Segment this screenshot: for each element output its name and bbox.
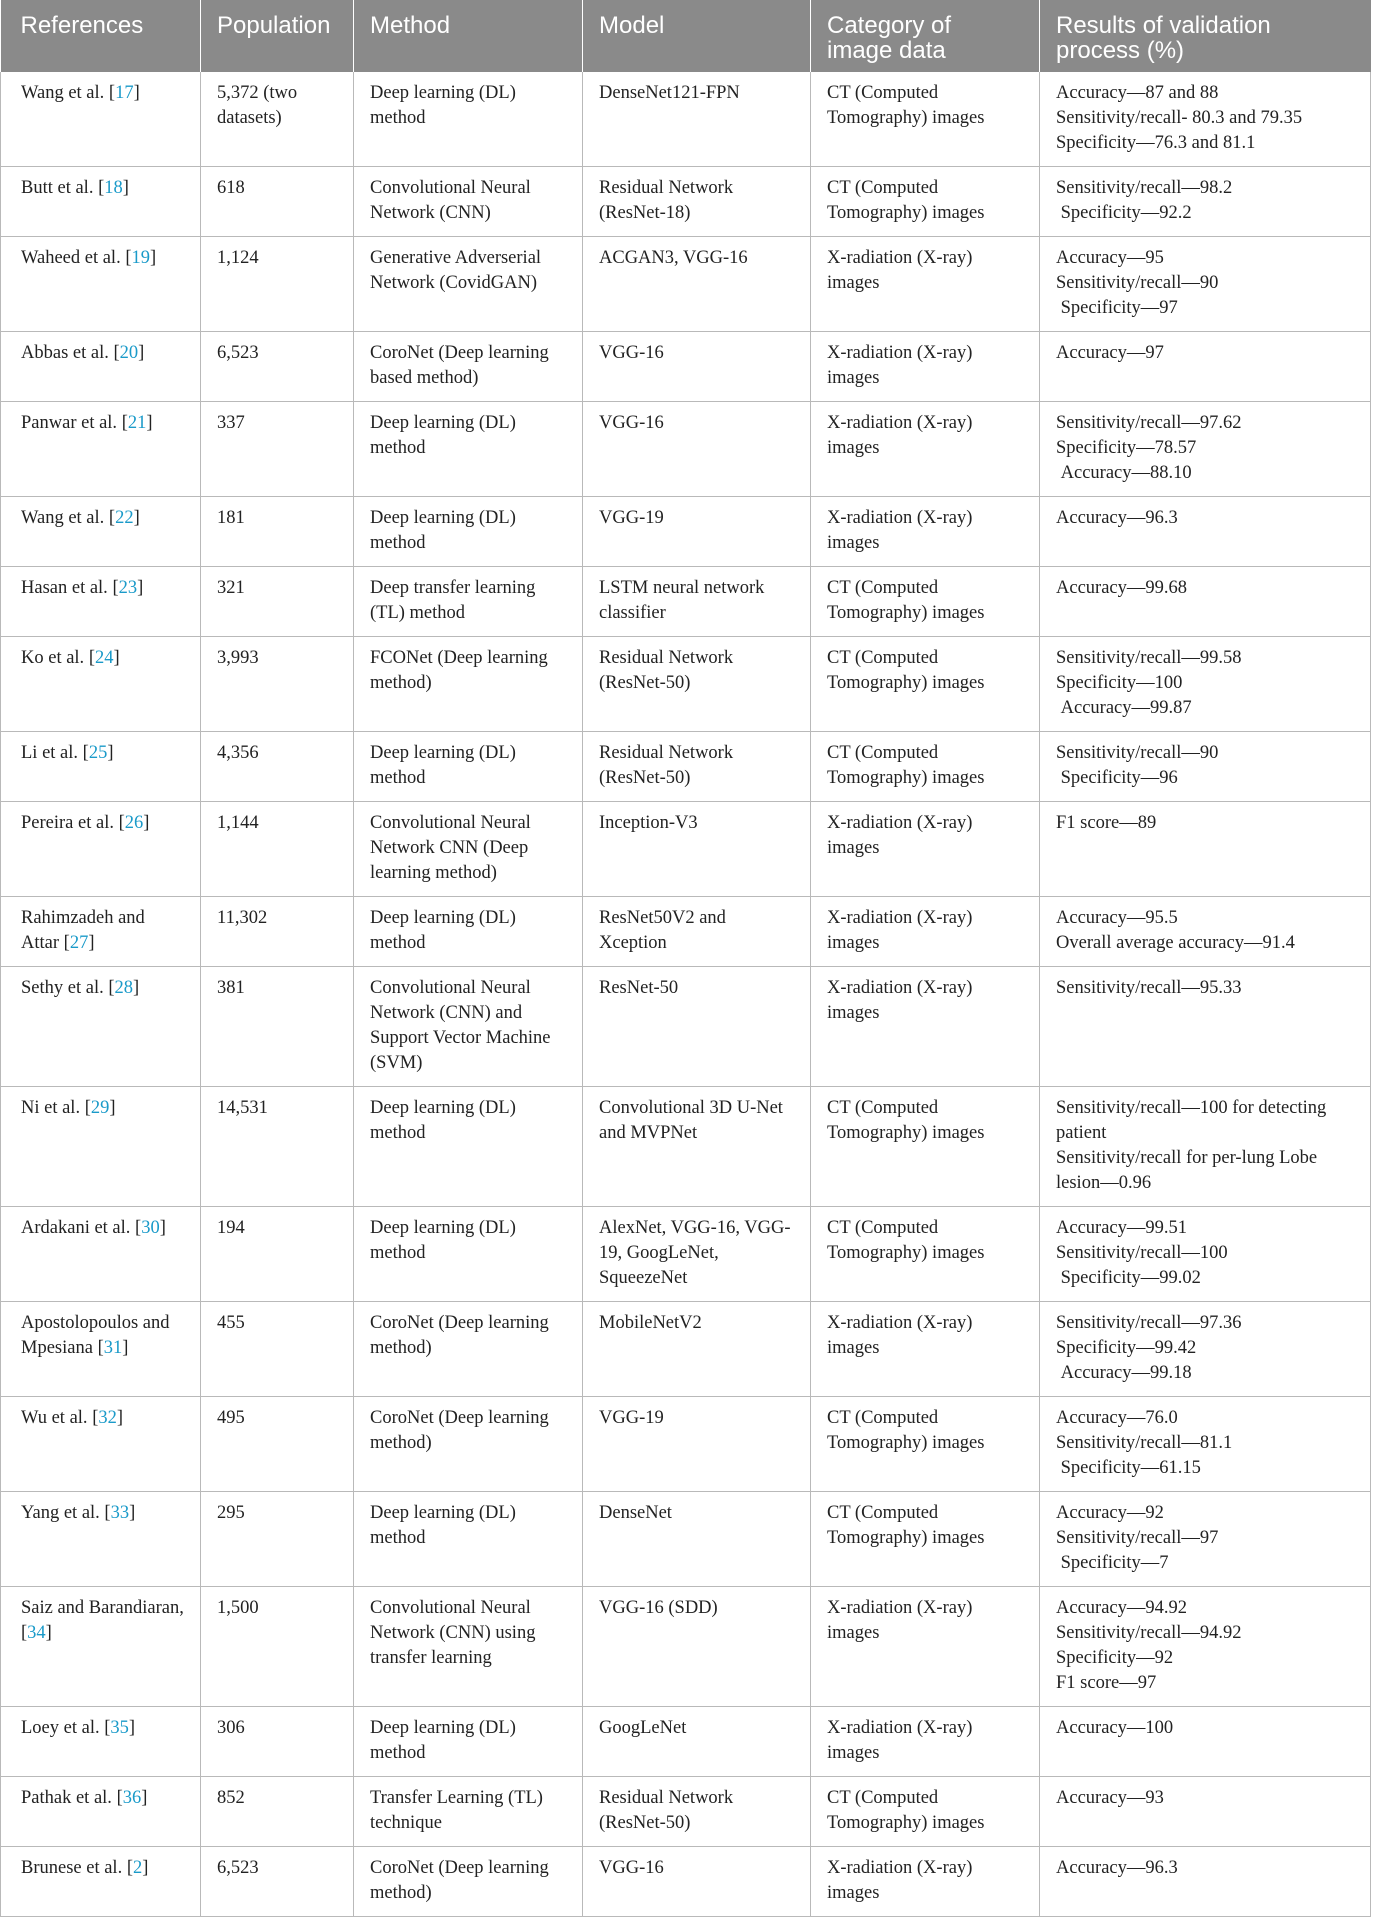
citation-link[interactable]: 23	[118, 578, 138, 598]
table-row	[1, 402, 1371, 497]
population-cell: 852	[201, 1777, 354, 1847]
result-line: Specificity—7	[1056, 1553, 1169, 1573]
method-cell: FCONet (Deep learning method)	[354, 637, 583, 732]
result-line: Sensitivity/recall—81.1	[1056, 1433, 1233, 1453]
table-row	[1, 497, 1371, 567]
result-line: Accuracy—95	[1056, 248, 1164, 268]
table-row	[1, 167, 1371, 237]
column-header: Category of image data	[811, 0, 1040, 72]
result-line: Specificity—99.02	[1056, 1268, 1201, 1288]
table-row	[1, 1087, 1371, 1207]
result-line: Specificity—92	[1056, 1648, 1174, 1668]
results-cell	[1040, 237, 1371, 332]
category-cell: X-radiation (X-ray) images	[811, 1847, 1040, 1917]
reference-cell: Sethy et al. [28]	[1, 967, 201, 1087]
reference-cell: Waheed et al. [19]	[1, 237, 201, 332]
method-cell: Convolutional Neural Network CNN (Deep learning method)	[354, 802, 583, 897]
model-cell: Residual Network (ResNet-50)	[583, 732, 811, 802]
method-cell: Deep learning (DL) method	[354, 1707, 583, 1777]
reference-author: Butt et al.	[21, 178, 94, 198]
reference-cell: Wu et al. [32]	[1, 1397, 201, 1492]
result-line: Sensitivity/recall—97	[1056, 1528, 1219, 1548]
result-line: Accuracy—99.18	[1056, 1363, 1192, 1383]
citation-link[interactable]: 18	[104, 178, 123, 198]
result-line: Overall average accuracy—91.4	[1056, 933, 1295, 953]
result-line: Sensitivity/recall—90	[1056, 273, 1219, 293]
result-line: Accuracy—99.87	[1056, 698, 1192, 718]
table-row	[1, 967, 1371, 1087]
reference-author: Loey et al.	[21, 1718, 100, 1738]
model-cell: Residual Network (ResNet-50)	[583, 1777, 811, 1847]
results-cell	[1040, 72, 1371, 167]
citation-link[interactable]: 33	[110, 1503, 130, 1523]
reference-cell: Ko et al. [24]	[1, 637, 201, 732]
table-row	[1, 1302, 1371, 1397]
column-header: Population	[201, 0, 354, 72]
model-cell: Residual Network (ResNet-50)	[583, 637, 811, 732]
category-cell: CT (Computed Tomography) images	[811, 167, 1040, 237]
result-line: Accuracy—96.3	[1056, 508, 1178, 528]
reference-author: Wu et al.	[21, 1408, 88, 1428]
result-line: Accuracy—92	[1056, 1503, 1164, 1523]
result-line: Sensitivity/recall—90	[1056, 743, 1219, 763]
results-cell	[1040, 1587, 1371, 1707]
model-cell: DenseNet121-FPN	[583, 72, 811, 167]
result-line: Accuracy—94.92	[1056, 1598, 1187, 1618]
results-cell	[1040, 1777, 1371, 1847]
reference-cell: Apostolopoulos and Mpesiana [31]	[1, 1302, 201, 1397]
table-row	[1, 72, 1371, 167]
reference-author: Pathak et al.	[21, 1788, 112, 1808]
results-cell	[1040, 1492, 1371, 1587]
citation-link[interactable]: 30	[141, 1218, 160, 1238]
model-cell: DenseNet	[583, 1492, 811, 1587]
citation-link[interactable]: 35	[110, 1718, 129, 1738]
table-row	[1, 802, 1371, 897]
results-cell	[1040, 167, 1371, 237]
table-row	[1, 732, 1371, 802]
results-cell	[1040, 1207, 1371, 1302]
reference-author: Rahimzadeh and Attar	[21, 908, 145, 953]
result-line: Sensitivity/recall for per-lung Lobe lesion—0.96	[1056, 1148, 1322, 1193]
table-row	[1, 1397, 1371, 1492]
results-cell	[1040, 732, 1371, 802]
model-cell: VGG-19	[583, 497, 811, 567]
population-cell: 495	[201, 1397, 354, 1492]
result-line: Accuracy—87 and 88	[1056, 83, 1219, 103]
result-line: Accuracy—100	[1056, 1718, 1174, 1738]
population-cell: 337	[201, 402, 354, 497]
reference-cell: Ardakani et al. [30]	[1, 1207, 201, 1302]
population-cell: 4,356	[201, 732, 354, 802]
reference-cell: Panwar et al. [21]	[1, 402, 201, 497]
citation-link[interactable]: 27	[69, 933, 89, 953]
population-cell: 5,372 (two datasets)	[201, 72, 354, 167]
model-cell: MobileNetV2	[583, 1302, 811, 1397]
reference-cell: Li et al. [25]	[1, 732, 201, 802]
model-cell: VGG-19	[583, 1397, 811, 1492]
method-cell: Convolutional Neural Network (CNN) using transfer learning	[354, 1587, 583, 1707]
results-cell	[1040, 802, 1371, 897]
method-cell: Deep learning (DL) method	[354, 402, 583, 497]
result-line: Accuracy—99.51	[1056, 1218, 1187, 1238]
result-line: Specificity—96	[1056, 768, 1178, 788]
result-line: Accuracy—99.68	[1056, 578, 1187, 598]
reference-author: Panwar et al.	[21, 413, 118, 433]
method-cell: Deep learning (DL) method	[354, 732, 583, 802]
result-line: Specificity—78.57	[1056, 438, 1197, 458]
method-cell: Deep learning (DL) method	[354, 72, 583, 167]
model-cell: VGG-16	[583, 1847, 811, 1917]
method-cell: Deep learning (DL) method	[354, 1207, 583, 1302]
model-cell: GoogLeNet	[583, 1707, 811, 1777]
citation-link[interactable]: 2	[133, 1858, 143, 1878]
result-line: Accuracy—96.3	[1056, 1858, 1178, 1878]
result-line: Accuracy—76.0	[1056, 1408, 1178, 1428]
table-header	[1, 0, 1371, 72]
reference-author: Wang et al.	[21, 508, 105, 528]
citation-link[interactable]: 28	[114, 978, 134, 998]
result-line: Sensitivity/recall—99.58	[1056, 648, 1242, 668]
result-line: Sensitivity/recall- 80.3 and 79.35	[1056, 108, 1303, 128]
column-header: References	[1, 0, 201, 72]
model-cell: VGG-16	[583, 332, 811, 402]
reference-author: Saiz and Barandiaran,	[21, 1598, 184, 1618]
category-cell: CT (Computed Tomography) images	[811, 72, 1040, 167]
reference-cell: Hasan et al. [23]	[1, 567, 201, 637]
population-cell: 194	[201, 1207, 354, 1302]
model-cell: VGG-16	[583, 402, 811, 497]
reference-author: Apostolopoulos and Mpesiana	[21, 1313, 170, 1358]
table-row	[1, 1492, 1371, 1587]
reference-author: Abbas et al.	[21, 343, 109, 363]
population-cell: 295	[201, 1492, 354, 1587]
column-header: Method	[354, 0, 583, 72]
results-cell	[1040, 967, 1371, 1087]
reference-author: Pereira et al.	[21, 813, 114, 833]
method-cell: Deep transfer learning (TL) method	[354, 567, 583, 637]
category-cell: CT (Computed Tomography) images	[811, 1492, 1040, 1587]
category-cell: X-radiation (X-ray) images	[811, 332, 1040, 402]
reference-author: Yang et al.	[21, 1503, 100, 1523]
reference-cell: Abbas et al. [20]	[1, 332, 201, 402]
population-cell: 618	[201, 167, 354, 237]
results-cell	[1040, 897, 1371, 967]
citation-link[interactable]: 24	[94, 648, 114, 668]
category-cell: X-radiation (X-ray) images	[811, 802, 1040, 897]
citation-link[interactable]: 31	[103, 1338, 123, 1358]
result-line: Specificity—92.2	[1056, 203, 1192, 223]
result-line: Accuracy—93	[1056, 1788, 1164, 1808]
population-cell: 1,144	[201, 802, 354, 897]
citation-link[interactable]: 20	[119, 343, 139, 363]
reference-cell: Wang et al. [22]	[1, 497, 201, 567]
results-cell	[1040, 637, 1371, 732]
method-cell: Deep learning (DL) method	[354, 1087, 583, 1207]
model-cell: AlexNet, VGG-16, VGG-19, GoogLeNet, SqueezeNet	[583, 1207, 811, 1302]
column-header: Results of validation process (%)	[1040, 0, 1371, 72]
reference-author: Waheed et al.	[21, 248, 121, 268]
result-line: F1 score—97	[1056, 1673, 1157, 1693]
reference-author: Ko et al.	[21, 648, 85, 668]
reference-cell: Brunese et al. [2]	[1, 1847, 201, 1917]
table-row	[1, 637, 1371, 732]
category-cell: CT (Computed Tomography) images	[811, 567, 1040, 637]
method-cell: CoroNet (Deep learning based method)	[354, 332, 583, 402]
result-line: Sensitivity/recall—97.36	[1056, 1313, 1242, 1333]
table-row	[1, 1777, 1371, 1847]
reference-cell: Butt et al. [18]	[1, 167, 201, 237]
method-cell: Deep learning (DL) method	[354, 497, 583, 567]
table-row	[1, 1847, 1371, 1917]
reference-author: Sethy et al.	[21, 978, 104, 998]
category-cell: CT (Computed Tomography) images	[811, 1207, 1040, 1302]
result-line: Specificity—76.3 and 81.1	[1056, 133, 1256, 153]
column-header: Model	[583, 0, 811, 72]
reference-author: Wang et al.	[21, 83, 105, 103]
results-cell	[1040, 1397, 1371, 1492]
table-body	[1, 72, 1371, 1917]
result-line: Accuracy—97	[1056, 343, 1164, 363]
reference-author: Brunese et al.	[21, 1858, 123, 1878]
model-cell: ResNet-50	[583, 967, 811, 1087]
reference-cell: Pathak et al. [36]	[1, 1777, 201, 1847]
reference-author: Hasan et al.	[21, 578, 108, 598]
method-cell: Generative Adverserial Network (CovidGAN)	[354, 237, 583, 332]
category-cell: X-radiation (X-ray) images	[811, 237, 1040, 332]
results-cell	[1040, 332, 1371, 402]
method-cell: CoroNet (Deep learning method)	[354, 1397, 583, 1492]
reference-author: Li et al.	[21, 743, 79, 763]
population-cell: 6,523	[201, 1847, 354, 1917]
results-cell	[1040, 402, 1371, 497]
reference-cell: Loey et al. [35]	[1, 1707, 201, 1777]
table-row	[1, 1207, 1371, 1302]
population-cell: 1,124	[201, 237, 354, 332]
citation-link[interactable]: 26	[124, 813, 144, 833]
category-cell: CT (Computed Tomography) images	[811, 732, 1040, 802]
reference-author: Ardakani et al.	[21, 1218, 131, 1238]
citation-link[interactable]: 29	[90, 1098, 110, 1118]
population-cell: 3,993	[201, 637, 354, 732]
population-cell: 455	[201, 1302, 354, 1397]
model-cell: Residual Network (ResNet-18)	[583, 167, 811, 237]
result-line: Sensitivity/recall—100	[1056, 1243, 1228, 1263]
reference-cell: Saiz and Barandiaran, [34]	[1, 1587, 201, 1707]
table-row	[1, 1587, 1371, 1707]
table-row	[1, 567, 1371, 637]
category-cell: X-radiation (X-ray) images	[811, 402, 1040, 497]
method-cell: CoroNet (Deep learning method)	[354, 1302, 583, 1397]
result-line: Specificity—100	[1056, 673, 1183, 693]
table-row	[1, 237, 1371, 332]
citation-link[interactable]: 25	[88, 743, 108, 763]
population-cell: 14,531	[201, 1087, 354, 1207]
citation-link[interactable]: 19	[131, 248, 150, 268]
citation-link[interactable]: 17	[115, 83, 134, 103]
table-row	[1, 1707, 1371, 1777]
result-line: Accuracy—95.5	[1056, 908, 1178, 928]
result-line: Sensitivity/recall—95.33	[1056, 978, 1242, 998]
category-cell: X-radiation (X-ray) images	[811, 497, 1040, 567]
result-line: Specificity—97	[1056, 298, 1178, 318]
population-cell: 381	[201, 967, 354, 1087]
citation-link[interactable]: 22	[115, 508, 134, 528]
population-cell: 321	[201, 567, 354, 637]
results-cell	[1040, 567, 1371, 637]
category-cell: X-radiation (X-ray) images	[811, 1587, 1040, 1707]
citation-link[interactable]: 32	[98, 1408, 117, 1428]
results-cell	[1040, 1707, 1371, 1777]
result-line: Sensitivity/recall—100 for detecting patient	[1056, 1098, 1331, 1143]
method-cell: CoroNet (Deep learning method)	[354, 1847, 583, 1917]
category-cell: CT (Computed Tomography) images	[811, 1087, 1040, 1207]
results-cell	[1040, 1302, 1371, 1397]
citation-link[interactable]: 36	[122, 1788, 142, 1808]
category-cell: X-radiation (X-ray) images	[811, 967, 1040, 1087]
reference-cell: Pereira et al. [26]	[1, 802, 201, 897]
table-row	[1, 897, 1371, 967]
method-cell: Convolutional Neural Network (CNN) and Support Vector Machine (SVM)	[354, 967, 583, 1087]
method-cell: Deep learning (DL) method	[354, 1492, 583, 1587]
model-cell: VGG-16 (SDD)	[583, 1587, 811, 1707]
citation-link[interactable]: 21	[127, 413, 147, 433]
model-cell: Convolutional 3D U-Net and MVPNet	[583, 1087, 811, 1207]
model-cell: Inception-V3	[583, 802, 811, 897]
category-cell: X-radiation (X-ray) images	[811, 897, 1040, 967]
reference-author: Ni et al.	[21, 1098, 81, 1118]
population-cell: 306	[201, 1707, 354, 1777]
population-cell: 6,523	[201, 332, 354, 402]
result-line: Specificity—99.42	[1056, 1338, 1197, 1358]
category-cell: CT (Computed Tomography) images	[811, 1777, 1040, 1847]
category-cell: CT (Computed Tomography) images	[811, 1397, 1040, 1492]
method-cell: Deep learning (DL) method	[354, 897, 583, 967]
result-line: Specificity—61.15	[1056, 1458, 1201, 1478]
model-cell: ACGAN3, VGG-16	[583, 237, 811, 332]
category-cell: X-radiation (X-ray) images	[811, 1707, 1040, 1777]
result-line: F1 score—89	[1056, 813, 1157, 833]
population-cell: 181	[201, 497, 354, 567]
population-cell: 1,500	[201, 1587, 354, 1707]
category-cell: X-radiation (X-ray) images	[811, 1302, 1040, 1397]
result-line: Sensitivity/recall—98.2	[1056, 178, 1233, 198]
result-line: Sensitivity/recall—97.62	[1056, 413, 1242, 433]
results-cell	[1040, 1847, 1371, 1917]
table-row	[1, 332, 1371, 402]
reference-cell: Rahimzadeh and Attar [27]	[1, 897, 201, 967]
results-cell	[1040, 497, 1371, 567]
population-cell: 11,302	[201, 897, 354, 967]
reference-cell: Ni et al. [29]	[1, 1087, 201, 1207]
model-cell: ResNet50V2 and Xception	[583, 897, 811, 967]
reference-cell: Wang et al. [17]	[1, 72, 201, 167]
model-cell: LSTM neural network classifier	[583, 567, 811, 637]
method-cell: Transfer Learning (TL) technique	[354, 1777, 583, 1847]
citation-link[interactable]: 34	[27, 1623, 46, 1643]
result-line: Accuracy—88.10	[1056, 463, 1192, 483]
category-cell: CT (Computed Tomography) images	[811, 637, 1040, 732]
reference-cell: Yang et al. [33]	[1, 1492, 201, 1587]
header-row	[1, 0, 1371, 72]
method-cell: Convolutional Neural Network (CNN)	[354, 167, 583, 237]
result-line: Sensitivity/recall—94.92	[1056, 1623, 1242, 1643]
results-cell	[1040, 1087, 1371, 1207]
